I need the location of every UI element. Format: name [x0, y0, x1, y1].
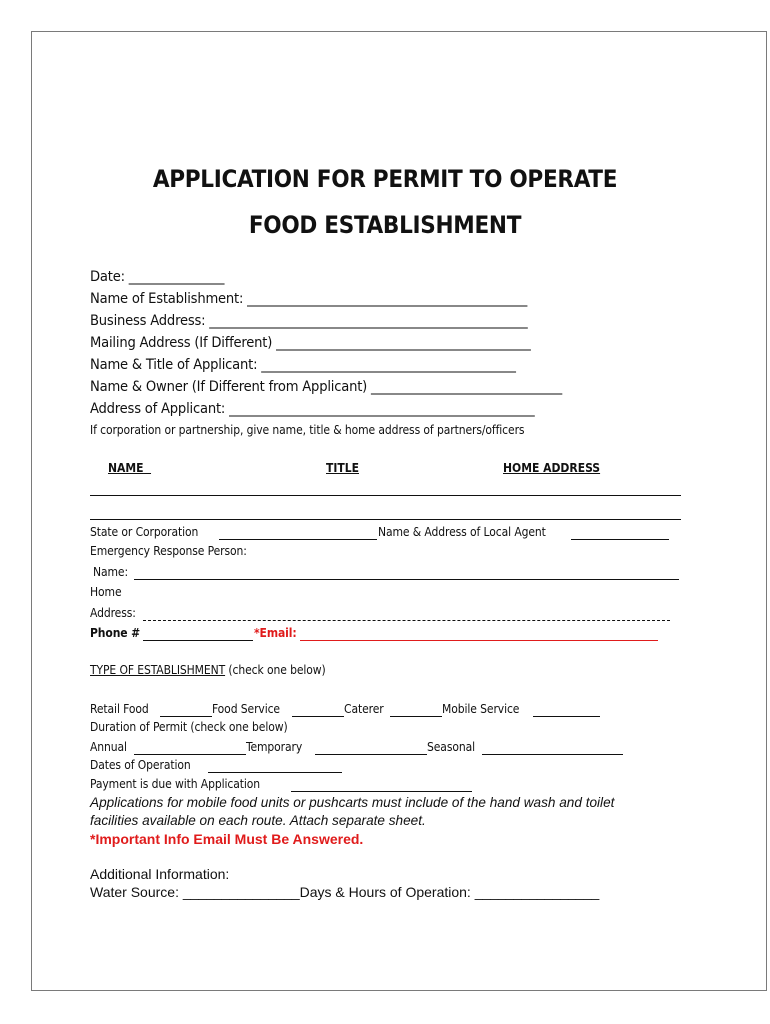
- emergency-home-label: Home: [90, 585, 122, 599]
- payment-label: Payment is due with Application: [90, 777, 261, 791]
- partners-title-header: TITLE: [326, 461, 359, 475]
- dates-of-operation-line[interactable]: [208, 772, 342, 773]
- mobile-service-line[interactable]: [533, 716, 600, 717]
- partners-address-header: HOME ADDRESS: [503, 461, 601, 475]
- form-title-line1: APPLICATION FOR PERMIT TO OPERATE: [152, 165, 618, 193]
- owner-name-field[interactable]: Name & Owner (If Different from Applicant) ______________________________: [90, 378, 562, 395]
- duration-heading: Duration of Permit (check one below): [90, 720, 288, 734]
- establishment-type-heading: [90, 663, 326, 677]
- emergency-address-line[interactable]: [143, 620, 670, 621]
- temporary-label: Temporary: [246, 740, 303, 754]
- caterer-label: Caterer: [344, 702, 384, 716]
- seasonal-label: Seasonal: [427, 740, 476, 754]
- mobile-note-line1: Applications for mobile food units or pushcarts must include of the hand wash and toilet: [90, 795, 615, 810]
- mobile-note-line2: facilities available on each route. Attach separate sheet.: [90, 813, 426, 828]
- form-title-line2: FOOD ESTABLISHMENT: [248, 211, 522, 239]
- annual-label: Annual: [90, 740, 127, 754]
- partners-name-header: NAME: [108, 461, 144, 475]
- additional-heading: Additional Information:: [90, 866, 230, 882]
- additional-row: [90, 884, 599, 900]
- emergency-address-label: Address:: [90, 606, 136, 620]
- applicant-name-title-field[interactable]: Name & Title of Applicant: ________________________________________: [90, 356, 516, 373]
- temporary-line[interactable]: [315, 754, 427, 755]
- email-line[interactable]: [300, 640, 658, 641]
- annual-line[interactable]: [134, 754, 246, 755]
- emergency-name-label: Name:: [93, 565, 128, 579]
- food-service-line[interactable]: [292, 716, 344, 717]
- mailing-address-field[interactable]: Mailing Address (If Different) ________________________________________: [90, 334, 531, 351]
- retail-food-label: Retail Food: [90, 702, 149, 716]
- email-label: *Email:: [254, 626, 297, 640]
- state-corporation-line[interactable]: [219, 539, 377, 540]
- water-source-field[interactable]: Water Source: _______________: [90, 884, 300, 900]
- phone-label: Phone #: [90, 626, 141, 640]
- caterer-line[interactable]: [390, 716, 442, 717]
- mobile-service-label: Mobile Service: [442, 702, 520, 716]
- establishment-type-title: TYPE OF ESTABLISHMENT: [90, 663, 226, 677]
- local-agent-label: Name & Address of Local Agent: [378, 525, 546, 539]
- payment-line[interactable]: [291, 791, 472, 792]
- retail-food-line[interactable]: [160, 716, 212, 717]
- state-corporation-label: State or Corporation: [90, 525, 199, 539]
- emergency-name-line[interactable]: [134, 579, 679, 580]
- partners-note: If corporation or partnership, give name, title & home address of partners/officers: [90, 423, 525, 437]
- establishment-name-field[interactable]: Name of Establishment: ____________________________________________: [90, 290, 528, 307]
- establishment-type-instruction: (check one below): [225, 663, 326, 677]
- phone-line[interactable]: [143, 640, 253, 641]
- days-hours-field[interactable]: Days & Hours of Operation: ________________: [299, 884, 600, 900]
- important-note: *Important Info Email Must Be Answered.: [90, 831, 364, 847]
- partners-entry-line-1[interactable]: [90, 495, 681, 496]
- date-field[interactable]: Date: _______________: [90, 268, 225, 285]
- dates-of-operation-label: Dates of Operation: [90, 758, 191, 772]
- partners-entry-line-2[interactable]: [90, 519, 681, 520]
- applicant-address-field[interactable]: Address of Applicant: ________________________________________________: [90, 400, 535, 417]
- food-service-label: Food Service: [212, 702, 280, 716]
- seasonal-line[interactable]: [482, 754, 623, 755]
- emergency-heading: Emergency Response Person:: [90, 544, 247, 558]
- business-address-field[interactable]: Business Address: __________________________________________________: [90, 312, 528, 329]
- local-agent-line[interactable]: [571, 539, 669, 540]
